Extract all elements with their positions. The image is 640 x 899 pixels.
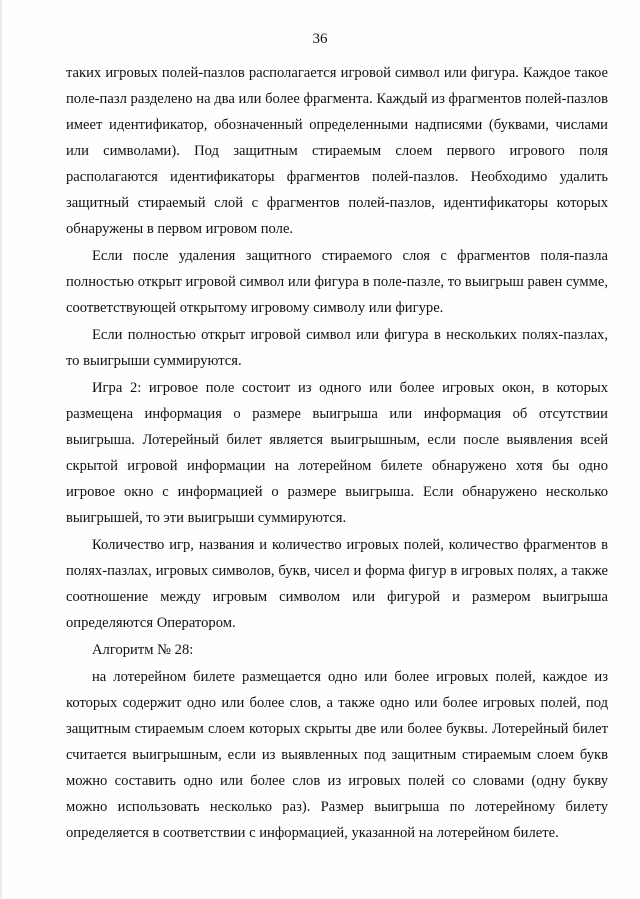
paragraph-puzzle-sum: Если полностью открыт игровой символ или фигура в нескольких полях-пазлах, то выигрыши суммируются. — [66, 327, 608, 369]
paragraph-operator: Количество игр, названия и количество игровых полей, количество фрагментов в полях-пазлах, игровых символов, букв, чисел и форма фигур в игровых полях, а также соотношение между игровым символом или фигурой и размером выигрыша определяются Оператором. — [66, 537, 608, 631]
scan-edge — [0, 0, 3, 899]
paragraph-algorithm-heading: Алгоритм № 28: — [92, 642, 194, 658]
document-body — [66, 60, 608, 847]
paragraph-algorithm-28: на лотерейном билете размещается одно или более игровых полей, каждое из которых содержит одно или более слов, а также одно или более игровых полей, под защитным стираемым слоем которых скрыты две или более буквы. Лотерейный билет считается выигрышным, если из выявленных под защитным стираемым слоем букв можно составить одно или более слов из игровых полей со словами (одну букву можно использовать несколько раз). Размер выигрыша по лотерейному билету определяется в соответствии с информацией, указанной на лотерейном билете. — [66, 669, 608, 841]
paragraph-game-2: Игра 2: игровое поле состоит из одного или более игровых окон, в которых размещена информация о размере выигрыша или информация об отсутствии выигрыша. Лотерейный билет является выигрышным, если после выявления всей скрытой игровой информации на лотерейном билете обнаружено хотя бы одно игровое окно с информацией о размере выигрыша. Если обнаружено несколько выигрышей, то эти выигрыши суммируются. — [66, 380, 608, 526]
page-number: 36 — [312, 31, 328, 47]
paragraph-puzzle-fields: таких игровых полей-пазлов располагается игровой символ или фигура. Каждое такое поле-пазл разделено на два или более фрагмента. Каждый из фрагментов полей-пазлов имеет идентификатор, обозначенный определенными надписями (буквами, числами или символами). Под защитным стираемым слоем первого игрового поля располагаются идентификаторы фрагментов полей-пазлов. Необходимо удалить защитный стираемый слой с фрагментов полей-пазлов, идентификаторы которых обнаружены в первом игровом поле. — [66, 65, 608, 237]
paragraph-puzzle-win: Если после удаления защитного стираемого слоя с фрагментов поля-пазла полностью открыт игровой символ или фигура в поле-пазле, то выигрыш равен сумме, соответствующей открытому игровому символу или фигуре. — [66, 248, 608, 316]
